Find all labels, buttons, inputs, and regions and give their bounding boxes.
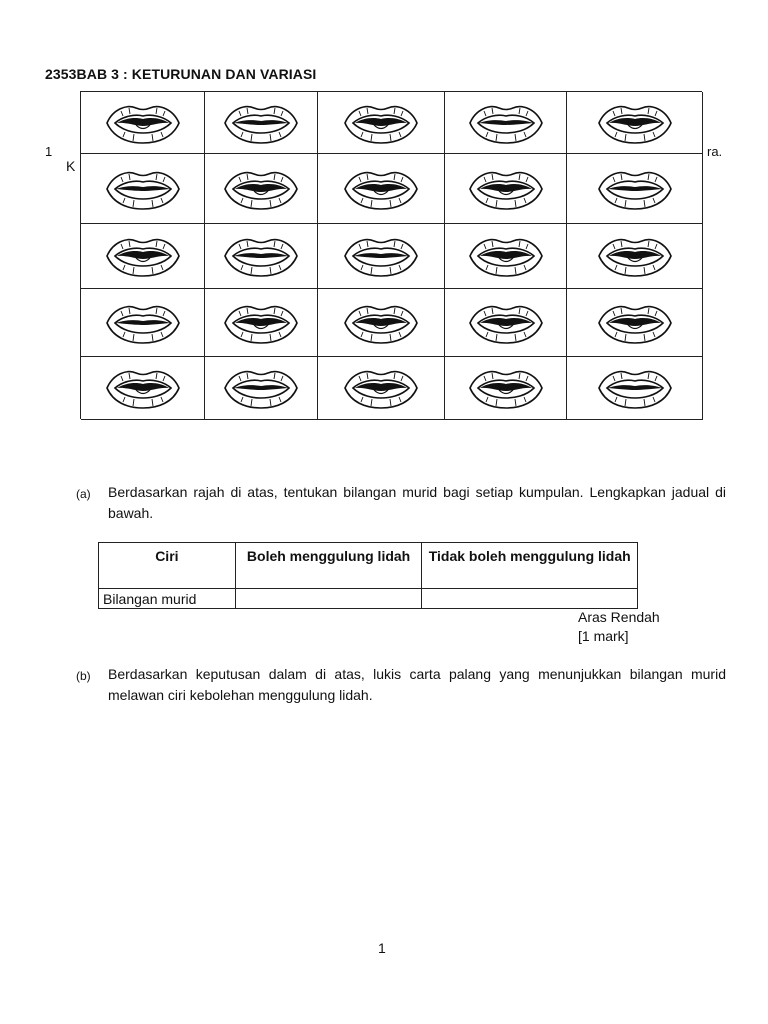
lips-figure-cell [81, 154, 205, 224]
lips-icon [341, 299, 421, 347]
answer-cell-tidak-boleh[interactable] [422, 589, 638, 609]
lips-figure-grid [80, 91, 702, 419]
lips-figure-cell [567, 357, 703, 420]
lips-figure-cell [567, 289, 703, 357]
lips-figure-cell [445, 289, 567, 357]
part-a-text: Berdasarkan rajah di atas, tentukan bilangan murid bagi setiap kumpulan. Lengkapkan jadual di bawah. [108, 484, 726, 521]
lips-figure-cell [81, 357, 205, 420]
lips-figure-cell [81, 92, 205, 154]
document-heading: 2353BAB 3 : KETURUNAN DAN VARIASI [45, 66, 317, 82]
answer-table-header-row [99, 543, 638, 589]
part-a-label: (a) [76, 487, 91, 501]
part-b-text: Berdasarkan keputusan dalam di atas, lukis carta palang yang menunjukkan bilangan murid melawan ciri kebolehan menggulung lidah. [108, 666, 726, 703]
lips-figure-cell [445, 224, 567, 289]
lips-figure-cell [318, 224, 445, 289]
lips-icon [103, 99, 183, 147]
header-tidak-boleh-menggulung-lidah: Tidak boleh menggulung lidah [422, 543, 638, 589]
answer-cell-boleh[interactable] [235, 589, 422, 609]
lips-figure-cell [81, 289, 205, 357]
lips-figure-cell [318, 92, 445, 154]
answer-table [98, 542, 638, 609]
lips-icon [221, 232, 301, 280]
lips-icon [221, 99, 301, 147]
lips-icon [341, 232, 421, 280]
lips-figure-cell [205, 92, 318, 154]
lips-figure-cell [445, 357, 567, 420]
difficulty-level: Aras Rendah [578, 609, 660, 625]
marks-info [578, 608, 660, 646]
lips-icon [595, 364, 675, 412]
lips-icon [466, 299, 546, 347]
lips-icon [221, 364, 301, 412]
row-label-bilangan-murid: Bilangan murid [99, 589, 236, 609]
lips-icon [595, 165, 675, 213]
part-b-label: (b) [76, 669, 91, 683]
lips-icon [466, 232, 546, 280]
page-number: 1 [378, 940, 386, 956]
lips-figure-cell [567, 154, 703, 224]
lips-figure-cell [205, 224, 318, 289]
lips-icon [595, 99, 675, 147]
mark-allocation: [1 mark] [578, 628, 629, 644]
lips-figure-cell [445, 92, 567, 154]
lips-figure-cell [205, 289, 318, 357]
lips-icon [595, 232, 675, 280]
lips-icon [103, 232, 183, 280]
header-boleh-menggulung-lidah: Boleh menggulung lidah [235, 543, 422, 589]
lips-figure-cell [318, 289, 445, 357]
lips-icon [341, 165, 421, 213]
lips-icon [341, 364, 421, 412]
lips-icon [103, 165, 183, 213]
header-ciri: Ciri [99, 543, 236, 589]
lips-icon [103, 364, 183, 412]
lips-figure-cell [205, 357, 318, 420]
lips-figure-cell [318, 357, 445, 420]
lips-figure-cell [81, 224, 205, 289]
lips-figure-cell [567, 92, 703, 154]
lips-icon [595, 299, 675, 347]
question-text-fragment-right: ra. [707, 144, 723, 159]
question-text-fragment-left: K [66, 158, 76, 174]
lips-icon [466, 99, 546, 147]
lips-figure-cell [445, 154, 567, 224]
lips-figure-cell [567, 224, 703, 289]
lips-icon [221, 165, 301, 213]
part-a [76, 482, 728, 526]
lips-icon [466, 165, 546, 213]
lips-figure-cell [318, 154, 445, 224]
table-row [99, 589, 638, 609]
lips-icon [103, 299, 183, 347]
lips-figure-cell [205, 154, 318, 224]
lips-icon [341, 99, 421, 147]
question-number: 1 [45, 144, 53, 159]
lips-icon [466, 364, 546, 412]
part-b [76, 664, 728, 708]
lips-icon [221, 299, 301, 347]
